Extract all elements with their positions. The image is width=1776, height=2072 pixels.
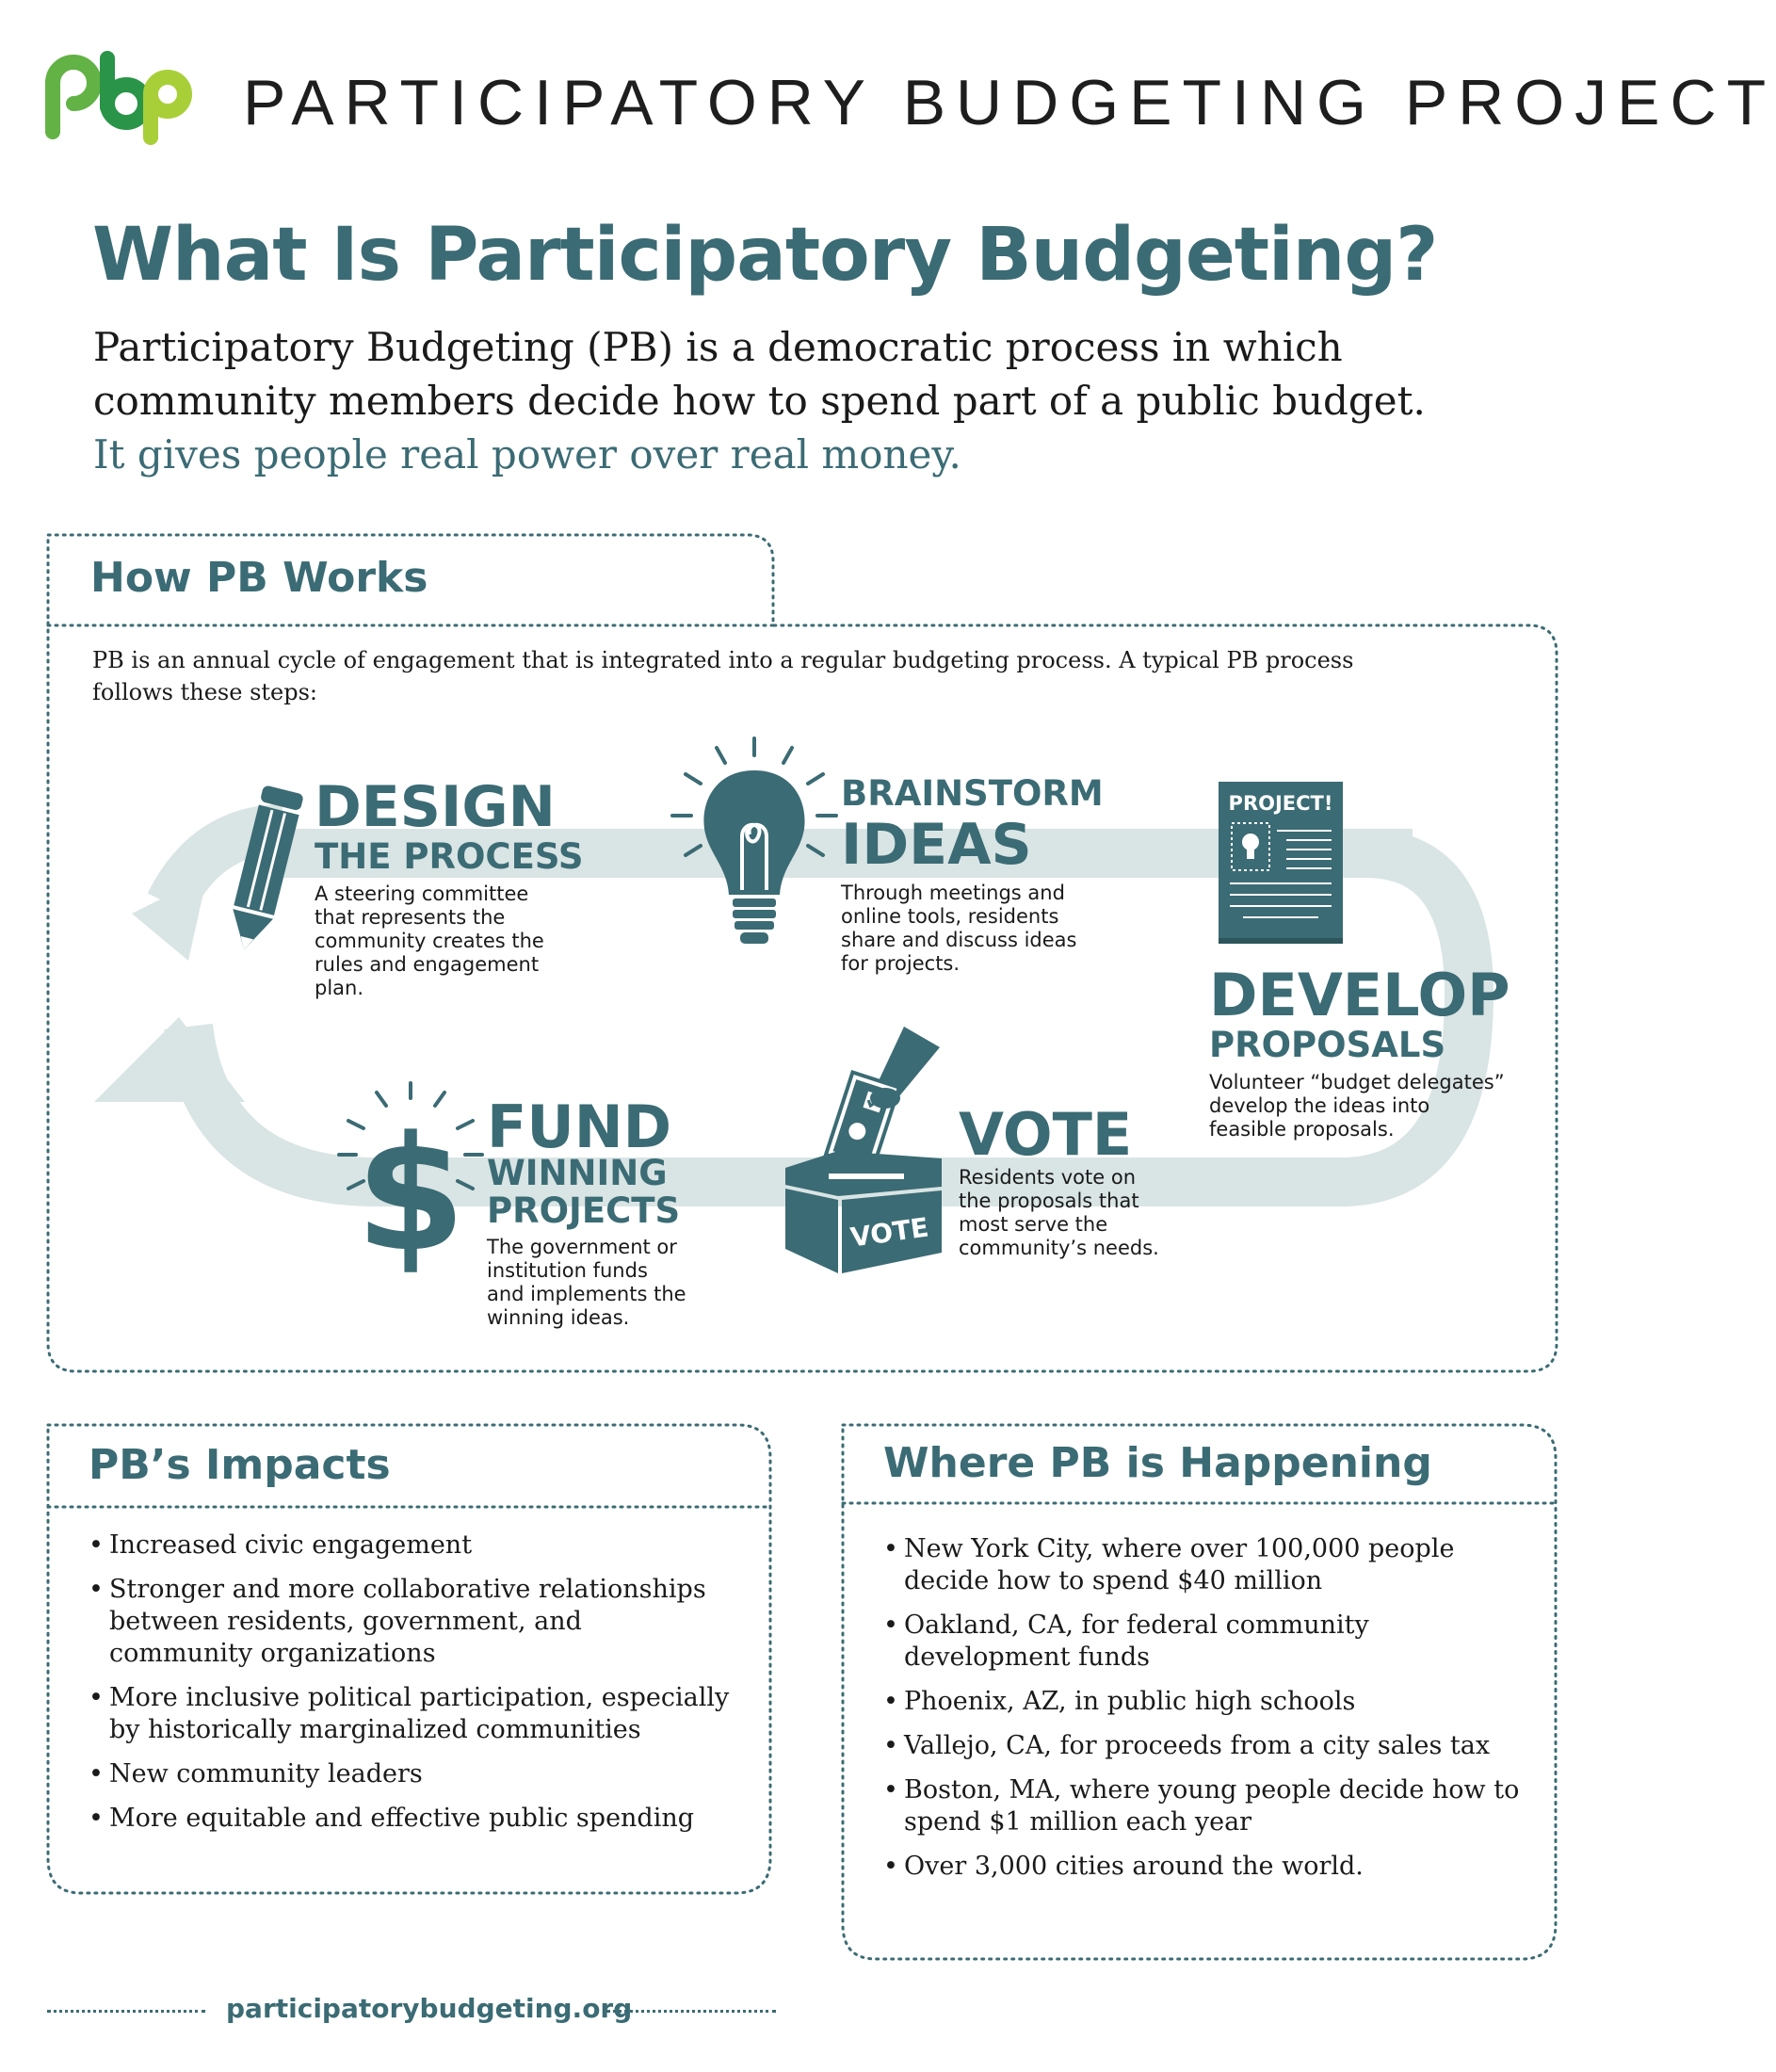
list-item: • Boston, MA, where young people decide how to spend $1 million each year xyxy=(883,1774,1542,1838)
intro-line: follows these steps: xyxy=(92,679,318,705)
list-item: • Over 3,000 cities around the world. xyxy=(883,1851,1542,1883)
intro-tagline: It gives people real power over real money. xyxy=(93,431,961,478)
list-item: • Vallejo, CA, for proceeds from a city sales tax xyxy=(883,1730,1542,1762)
where-list xyxy=(883,1533,1542,1895)
step-develop-subheading: PROPOSALS xyxy=(1209,1025,1446,1065)
dollar-sign-icon xyxy=(335,1079,486,1287)
organization-name: PARTICIPATORY BUDGETING PROJECT xyxy=(243,67,1776,138)
svg-text:PROJECT!: PROJECT! xyxy=(1228,792,1333,815)
intro-line: PB is an annual cycle of engagement that is integrated into a regular budgeting process. A typical PB process xyxy=(92,647,1354,673)
footer-website-link[interactable]: participatorybudgeting.org xyxy=(226,1993,633,2024)
list-item: • More inclusive political participation, especially by historically marginalized communities xyxy=(89,1682,748,1746)
intro-line: Participatory Budgeting (PB) is a democratic process in which xyxy=(93,324,1343,370)
step-brainstorm-description: Through meetings and online tools, residents share and discuss ideas for projects. xyxy=(841,882,1077,975)
step-brainstorm-subheading: IDEAS xyxy=(841,812,1032,878)
list-item: • New community leaders xyxy=(89,1758,748,1790)
step-fund-description: The government or institution funds and implements the winning ideas. xyxy=(487,1236,686,1329)
pbp-logo xyxy=(43,45,194,149)
step-develop-heading: DEVELOP xyxy=(1209,961,1510,1029)
lightbulb-icon xyxy=(665,735,844,951)
pencil-icon xyxy=(213,778,316,957)
footer-divider-right xyxy=(606,2010,776,2013)
where-title: Where PB is Happening xyxy=(883,1439,1432,1487)
step-fund-subheading-2: PROJECTS xyxy=(487,1190,681,1231)
impacts-list xyxy=(89,1530,748,1847)
step-vote-description: Residents vote on the proposals that most serve the community’s needs. xyxy=(959,1166,1159,1259)
svg-text:VOTE: VOTE xyxy=(848,1211,931,1254)
step-fund-subheading: WINNING xyxy=(487,1153,668,1193)
step-vote-heading: VOTE xyxy=(959,1100,1133,1169)
how-pb-works-title: How PB Works xyxy=(90,554,428,602)
page-title: What Is Participatory Budgeting? xyxy=(92,213,1438,298)
ballot-box-icon xyxy=(782,1027,970,1281)
list-item: • New York City, where over 100,000 people decide how to spend $40 million xyxy=(883,1533,1542,1597)
step-design-description: A steering committee that represents the community creates the rules and engagement plan. xyxy=(315,882,544,999)
list-item: • Phoenix, AZ, in public high schools xyxy=(883,1686,1542,1718)
proposal-document-icon xyxy=(1215,778,1347,947)
step-design-heading: DESIGN xyxy=(315,774,556,840)
step-fund-heading: FUND xyxy=(487,1093,672,1161)
footer-divider-left xyxy=(47,2010,205,2013)
list-item: • More equitable and effective public spending xyxy=(89,1803,748,1835)
step-design-subheading: THE PROCESS xyxy=(315,836,584,877)
intro-paragraph xyxy=(93,320,1506,481)
impacts-title: PB’s Impacts xyxy=(89,1441,391,1489)
list-item: • Increased civic engagement xyxy=(89,1530,748,1562)
intro-line: community members decide how to spend part of a public budget. xyxy=(93,378,1426,424)
step-develop-description: Volunteer “budget delegates” develop the ideas into feasible proposals. xyxy=(1209,1071,1505,1141)
step-brainstorm-heading: BRAINSTORM xyxy=(841,773,1104,814)
svg-text:$: $ xyxy=(355,1102,466,1287)
list-item: • Stronger and more collaborative relationships between residents, government, and community organizations xyxy=(89,1574,748,1670)
how-pb-works-intro xyxy=(92,644,1411,708)
list-item: • Oakland, CA, for federal community development funds xyxy=(883,1610,1542,1674)
